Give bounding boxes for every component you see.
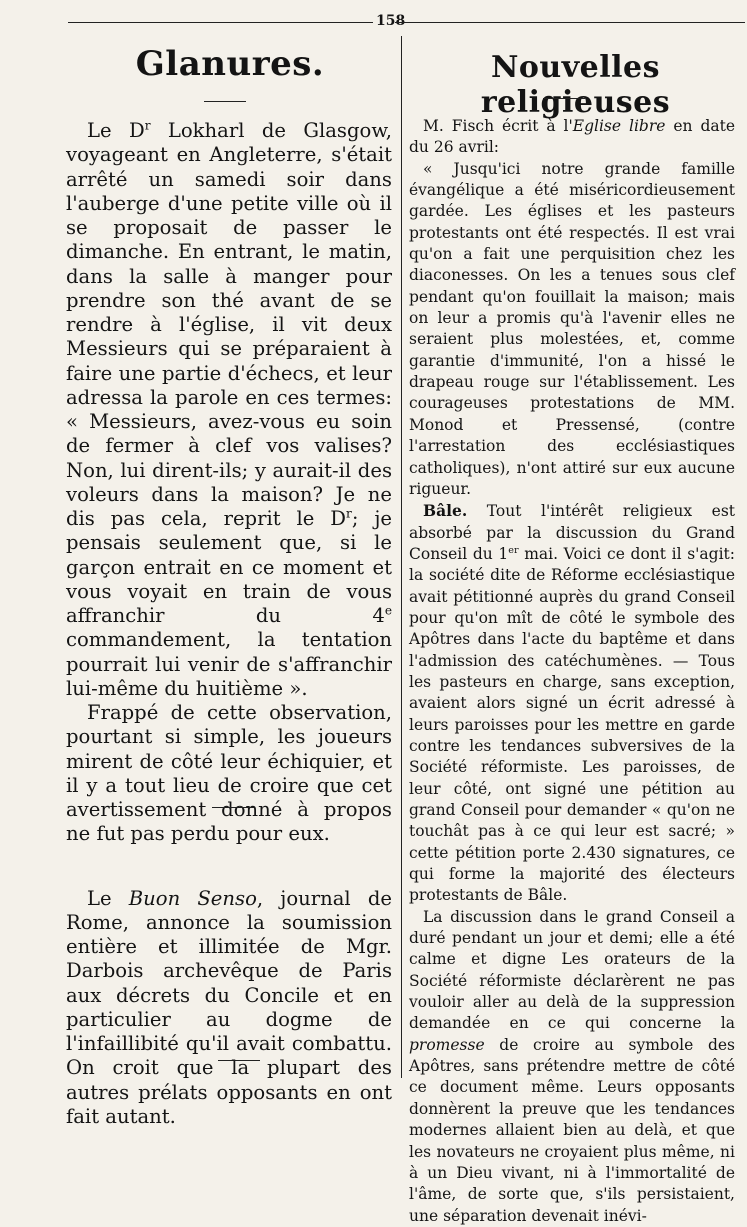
news-intro: M. Fisch écrit à l'Eglise libre en date du 26 avril: [409,117,736,157]
article-separator-left-2 [218,1060,260,1061]
article-paragraph-3: Le Buon Senso, journal de Rome, annonce la soumission entière et illimitée de Mgr. Darbois archevêque de Paris aux décrets du Concile et en particulier au dogme de l'infaillibité qu'il avait combattu. On croit que la plupart des autres prélats opposants en ont fait autant. [66,886,392,1128]
title-separator-right [543,98,585,99]
article-separator-left-1 [212,807,254,808]
page-number: 158 [376,13,406,29]
article-paragraph-1: Le $D^r$ Lokharl de Glasgow, voyageant en Angleterre, s'était arrêté un samedi soir dans l'auberge d'une petite ville où il se proposait de passer le dimanche. En entrant, le matin, dans la salle à manger pour prendre son thé avant de se rendre à l'église, il vit deux Messieurs qui se préparaient à faire une partie d'échecs, et leur adressa la parole en ces termes: « Messieurs, avez-vous eu soin de fermer à clef vos valises? Non, lui dirent-ils; y aurait-il des voleurs dans la maison? Je ne dis pas cela, reprit le $D^r$; je pensais seulement que, si le garçon entrait en ce moment et vous voyait en train de vous affranchir du 4e commandement, la tentation pourrait lui venir de s'affranchir lui-même du huitième ». [66,118,393,700]
news-basel: Bâle. Tout l'intérêt religieux est absorbé par la discussion du Grand Conseil du 1er mai. Voici ce dont il s'agit: la société dite de Réforme ecclésiastique avait pétitionné auprès du grand Conseil pour qu'on mît de côté le symbole des Apôtres dans l'acte du baptême et dans l'admission des catéchumènes. — Tous les pasteurs en charge, sans exception, avaient alors signé un écrit adressé à leurs paroisses pour les mettre en garde contre les tendances subversives de la Société réformiste. Les paroisses, de leur côté, ont signé une pétition au grand Conseil pour demander « qu'on ne touchât pas à ce qui leur est sacré; » cette pétition porte 2.430 signatures, ce qui forme la majorité des électeurs protestants de Bâle. [409,501,736,905]
top-rule-right [395,22,745,23]
right-column-body [409,116,735,1227]
article-paragraph-2: Frappé de cette observation, pourtant si simple, les joueurs mirent de côté leur échiquier, et il y a tout lieu de croire que cet avertissement donné à propos ne fut pas perdu pour eux. [66,701,392,846]
column-divider [401,36,402,1078]
title-separator-left [204,101,246,102]
left-column-title: Glanures. [135,44,325,84]
left-column-body [66,119,392,1129]
news-quote: « Jusqu'ici notre grande famille évangélique a été miséricordieusement gardée. Les églises et les pasteurs protestants ont été respectés. Il est vrai qu'on a fait une perquisition chez les diaconesses. On les a tenues sous clef pendant qu'on fouillait la maison; mais on leur a promis qu'à l'avenir elles ne seraient plus molestées, et, comme garantie d'immunité, l'on a hissé le drapeau rouge sur l'établissement. Les courageuses protestations de MM. Monod et Pressensé, (contre l'arrestation des ecclésiastiques catholiques), n'ont attiré sur eux aucune rigueur. [409,159,735,498]
right-column-title: Nouvelles religieuses [480,50,671,120]
top-rule-left [68,22,373,23]
news-discussion: La discussion dans le grand Conseil a duré pendant un jour et demi; elle a été calme et digne Les orateurs de la Société réformiste déclarèrent ne pas vouloir aller au delà de la suppression demandée en ce qui concerne la promesse de croire au symbole des Apôtres, sans prétendre mettre de côté ce document même. Leurs opposants donnèrent la preuve que les tendances modernes allaient bien au delà, et que les novateurs ne croyaient plus même, ni à un Dieu vivant, ni à l'immortalité de l'âme, de sorte que, s'ils persistaient, une séparation devenait inévi- [409,907,735,1225]
spacer [66,847,392,887]
